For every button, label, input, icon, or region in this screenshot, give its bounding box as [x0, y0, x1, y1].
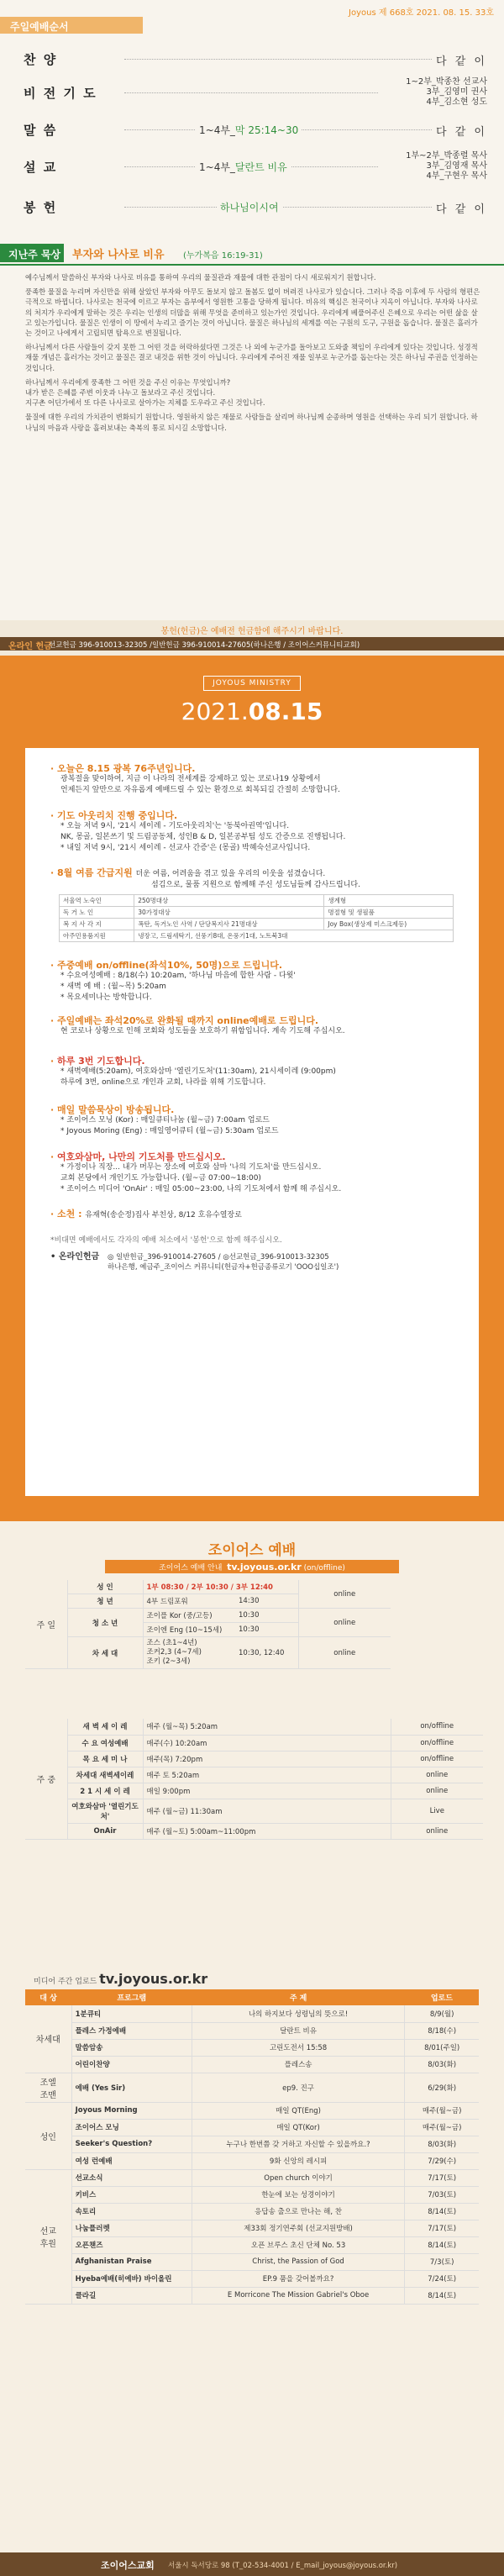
table-row — [25, 2270, 479, 2287]
worship-row-offering — [24, 197, 487, 215]
column-header: 프로그램 — [71, 1989, 192, 2005]
paragraph: 풍족한 물질을 누리며 자신만을 위해 살았던 부자와 아무도 돌보지 않고 돌봄도 없이 버려진 나사로가 있습니다. 그러나 죽음 이후에 두 사람의 형편은 극적으로 바뀝니다. 나사로는 천국에 이르고 부자는 음부에서 영원한 고통을 당하게 됩니다. 비유의 핵심은 천국이나 지옥이 아닙니다. 부자와 나사로의 처지가 우리에게 말하는 것은 우리는 인생의 더많을 위해 무엇을 준비하고 있는가인 것입니다. 우리에게 베풀어주신 은혜으로 우리는 어떤 삶을 살고 있는가입니다. 물질은 인생이 이 땅에서 누리고 즐기는 것이 아닙니다. 물질은 하나님의 세계를 여는 구원의 도구, 구원을 돕습니다. 물질은 흘러가는 것이고 나에게서 고립되면 탐욕으로 변질됩니다. — [25, 287, 480, 338]
program-topic: Open church 이야기 — [192, 2169, 404, 2186]
service-name: 청 소 년 — [67, 1609, 143, 1637]
row-label: 비 전 기 도 — [24, 86, 97, 101]
service-location: online — [298, 1580, 391, 1609]
media-table — [25, 1989, 479, 2305]
service-name: 청 년 — [67, 1594, 143, 1609]
announcement-line: NK, 몽골, 일본쓰기 및 드림공동체, 성인B & D, 일본공부팀 성도 간증으로 진행됩니다. — [60, 833, 346, 841]
announcement-line: 현 코로나 상황으로 인해 코회와 성도들을 보호하기 위함입니다. 계속 기도해 주십시오. — [60, 1027, 345, 1035]
worship-row-prayer — [24, 77, 487, 107]
upload-date: 8/18(수) — [405, 2022, 479, 2039]
support-table — [59, 894, 454, 942]
heading-text: 소천 : — [57, 1209, 86, 1220]
date-year: 2021. — [181, 698, 249, 725]
service-name: OnAir — [67, 1823, 143, 1839]
table-cell: 복 지 사 각 지 — [60, 919, 134, 930]
person-line: 1부~2부_박종렬 목사 — [406, 151, 487, 161]
row-persons — [402, 151, 487, 182]
upload-date: 7/3(토) — [405, 2253, 479, 2270]
program-name: 조이어스 모닝 — [71, 2119, 192, 2136]
program-name: 선교소식 — [71, 2169, 192, 2186]
service-location: online — [391, 1767, 483, 1783]
table-row — [25, 2136, 479, 2152]
announcement-item — [50, 867, 470, 891]
program-name: 플레스 가정예배 — [71, 2022, 192, 2039]
footer — [0, 2552, 504, 2576]
table-row — [25, 1751, 483, 1767]
service-time: 14:30 — [235, 1594, 298, 1609]
service-time: 4부 드림포워 — [143, 1594, 235, 1609]
heading-tail: 유재혁(송순정)집사 부친상, 8/12 호유수열장로 — [85, 1211, 242, 1220]
program-name: 오픈챈즈 — [71, 2236, 192, 2253]
program-topic: EP.9 품을 갖어볼까요? — [192, 2270, 404, 2287]
announcement-heading: · 8월 여름 간급지원 더운 여름, 어려움을 겪고 있을 우리의 이웃을 섬겼습니다. — [50, 867, 326, 878]
group-label: 선교 후원 — [25, 2169, 71, 2304]
announcement-line: * 조이어스 모닝 (Kor) : 매일큐티나눔 (월~금) 7:00am 업로드 — [60, 1116, 270, 1125]
program-name: Seeker's Question? — [71, 2136, 192, 2152]
worship-row-sermon — [24, 151, 487, 181]
upload-date: 6/29(화) — [405, 2073, 479, 2102]
account-line: ◎ 일반헌금_396-910014-27605 / ◎선교헌금_396-910013-32305 — [108, 1253, 329, 1262]
sermon-meditation — [0, 244, 504, 614]
table-row — [25, 2287, 479, 2304]
person-line: 3부_김영재 목사 — [426, 161, 487, 171]
meditation-tag: 지난주 묵상 — [0, 244, 64, 262]
ref-text: 달란트 비유 — [234, 161, 287, 173]
program-topic: 오픈 브루스 초신 단체 No. 53 — [192, 2236, 404, 2253]
program-topic: 나의 하지보다 성령님의 뜻으로! — [192, 2005, 404, 2022]
online-offering-accounts: 선교헌금 396-910013-32305 /일반헌금 396-910014-27605(하나은행 / 조이어스커뮤니티교회) — [49, 641, 360, 650]
paragraph: 지구촌 어딘가에서 또 다른 나사로로 살아가는 지체를 도우라고 주신 것입니다. — [25, 398, 265, 408]
announcement-line: * 조이어스 미디어 'OnAir' : 매일 05:00~23:00, 나의 기도처에서 함께 해 주십시오. — [60, 1185, 342, 1193]
table-row — [25, 2073, 479, 2102]
paragraph: 내가 받은 은혜를 주변 이웃과 나누고 돌보라고 주신 것입니다. — [25, 388, 216, 398]
paragraph: 예수님께서 말씀하신 부자와 나사로 비유를 통하여 우리의 물질관과 재물에 대한 관점이 다시 새로워지기 원합니다. — [25, 273, 376, 282]
program-name: 속토리 — [71, 2203, 192, 2220]
service-name: 차세대 새벽세이레 — [67, 1767, 143, 1783]
church-name: 조이어스교회 — [101, 2560, 155, 2571]
dotted-leader — [124, 59, 437, 60]
weekday-schedule — [25, 1719, 483, 1840]
table-cell: 명절형 및 생필품 — [324, 907, 454, 919]
group-label: 성인 — [25, 2102, 71, 2169]
person-line: 3부_김영미 권사 — [426, 87, 487, 97]
heading-text: 하루 3번 기도합니다. — [57, 1056, 145, 1067]
service-location: online — [298, 1609, 391, 1637]
announcement-heading: · 기도 아웃리치 진행 중입니다. — [50, 810, 178, 821]
announcement-item — [50, 1015, 470, 1037]
announcement-item — [50, 1209, 470, 1221]
table-row — [25, 2253, 479, 2270]
table-cell: 30가정대상 — [134, 907, 324, 919]
online-offering — [50, 1252, 462, 1272]
service-time: 조이엔 Eng (10~15세) — [143, 1623, 235, 1637]
sermon-ref — [196, 160, 291, 174]
service-location: Live — [391, 1799, 483, 1823]
upload-date: 8/03(화) — [405, 2056, 479, 2073]
table-row — [25, 2186, 479, 2203]
program-topic: 달란트 비유 — [192, 2022, 404, 2039]
offering-hymn — [217, 200, 282, 214]
row-value: 다 같 이 — [433, 123, 487, 139]
program-topic: 매일 QT(Eng) — [192, 2102, 404, 2119]
divider — [0, 264, 504, 266]
scripture-ref — [196, 123, 302, 137]
table-row — [25, 1799, 483, 1823]
date-day: 08.15 — [248, 698, 323, 725]
online-offering-label: • 온라인헌금 — [50, 1252, 100, 1262]
announcement-item — [50, 1104, 470, 1137]
church-contact: 서울시 독서당로 98 (T_02-534-4001 / E_mail_joyous@joyous.or.kr) — [168, 2562, 398, 2570]
row-label: 봉 헌 — [24, 200, 58, 215]
table-cell: 서울역 노숙인 — [60, 895, 134, 907]
program-topic: 고린도전서 15:58 — [192, 2039, 404, 2056]
column-header: 대 상 — [25, 1989, 71, 2005]
table-row — [25, 1580, 391, 1594]
paragraph: 물질에 대한 우리의 가치관이 변화되기 원합니다. 영원하지 않은 재물로 사람들을 살리며 하나님께 순종하며 영원을 선택하는 우리 되기 원합니다. 하나님의 마음과 사랑을 흘려보내는 축복의 통로 되시길 소망합니다. — [25, 413, 478, 432]
program-name: 키비스 — [71, 2186, 192, 2203]
tv-link[interactable]: tv.joyous.or.kr — [227, 1562, 302, 1572]
heading-tail: 더운 여름, 어려움을 겪고 있을 우리의 이웃을 섬겼습니다. — [135, 870, 326, 878]
offering-note: 봉헌(헌금)은 예배전 헌금함에 해주시기 바랍니다. — [160, 627, 344, 636]
announcement-line: * Joyous Moring (Eng) : 매일영어큐티 (월~금) 5:30am 업로드 — [60, 1127, 279, 1135]
program-topic: 제33회 정기연주회 (선교지원방배) — [192, 2220, 404, 2236]
announcement-line: * 새벽 예 배 : (월~목) 5:20am — [60, 982, 166, 991]
table-cell: 250명대상 — [134, 895, 324, 907]
table-row — [25, 2169, 479, 2186]
announcement-line: 교회 본당에서 개인기도 가능합니다. (월~금 07:00~18:00) — [60, 1174, 261, 1183]
table-row — [60, 930, 454, 942]
media-title-prefix: 미디어 주간 업로드 — [34, 1978, 97, 1986]
program-name: 1분큐티 — [71, 2005, 192, 2022]
announcement-item — [50, 1151, 470, 1195]
table-row — [25, 2203, 479, 2220]
service-time: 매주 (월~목) 5:20am — [143, 1719, 391, 1735]
upload-date: 매주(월~금) — [405, 2102, 479, 2119]
announcement-heading: · 오늘은 8.15 광복 76주년입니다. — [50, 763, 196, 774]
table-row — [25, 1823, 483, 1839]
worship-order-title: 주일예배순서 — [0, 17, 143, 34]
announcement-heading: · 여호와삼마, 나만의 기도처를 만드십시오. — [50, 1151, 226, 1162]
announcement-line: * 새벽예배(5:20am), 여호와삼마 '열린기도처'(11:30am), 21시세이레 (9:00pm) — [60, 1067, 336, 1076]
upload-date: 8/01(주일) — [405, 2039, 479, 2056]
service-location: online — [391, 1823, 483, 1839]
table-row — [25, 2102, 479, 2119]
announcement-item — [50, 763, 470, 796]
service-location: on/offline — [391, 1735, 483, 1751]
program-name: Hyeba예배(히예바) 바이올린 — [71, 2270, 192, 2287]
table-cell: 냉장고, 드림세탁기, 선풍기8대, 온풍기1대, 노트북3대 — [134, 930, 454, 942]
heading-text: 매일 말씀묵상이 방송됩니다. — [57, 1104, 175, 1115]
program-name: 어린이찬양 — [71, 2056, 192, 2073]
sermon-header — [0, 244, 504, 264]
program-name: 클라길 — [71, 2287, 192, 2304]
table-row — [25, 2220, 479, 2236]
table-row — [25, 2005, 479, 2022]
program-name: Afghanistan Praise — [71, 2253, 192, 2270]
service-location: on/offline — [391, 1719, 483, 1735]
service-time: 매일 9:00pm — [143, 1783, 391, 1799]
upload-date: 매주(월~금) — [405, 2119, 479, 2136]
announcement-line: 하루에 3번, online으로 개인과 교회, 나라를 위해 기도합니다. — [60, 1078, 266, 1087]
upload-date: 8/03(화) — [405, 2136, 479, 2152]
hymn-text: 하나님이시여 — [220, 202, 279, 213]
row-label: 설 교 — [24, 160, 58, 175]
announcement-item — [50, 1056, 470, 1088]
worship-row-scripture — [24, 119, 487, 138]
sub-suffix: (on/offline) — [303, 1564, 345, 1572]
announcement-item — [50, 960, 470, 1004]
person-line: 4부_김소현 성도 — [426, 97, 487, 107]
program-topic: 플레스송 — [192, 2056, 404, 2073]
table-row — [25, 2039, 479, 2056]
table-row — [60, 895, 454, 907]
account-line: 하나은행, 예금주_조이어스 커뮤니티(헌금자+헌금종류로기 'OOO십일조') — [108, 1263, 339, 1272]
group-label: 조엘 조맨 — [25, 2073, 71, 2102]
program-topic: 매일 QT(Kor) — [192, 2119, 404, 2136]
media-link[interactable]: tv.joyous.or.kr — [99, 1971, 208, 1987]
column-header: 주 제 — [192, 1989, 404, 2005]
table-row — [25, 2119, 479, 2136]
service-name: 성 인 — [67, 1580, 143, 1594]
ref-prefix: 1~4부_ — [199, 124, 235, 136]
service-time: 매주(수) 10:20am — [143, 1735, 391, 1751]
service-name: 수 요 여성예배 — [67, 1735, 143, 1751]
table-cell: 독 거 노 인 — [60, 907, 134, 919]
heading-text: 기도 아웃리치 진행 중입니다. — [57, 810, 178, 821]
table-row — [25, 2056, 479, 2073]
service-time: 10:30, 12:40 — [235, 1637, 298, 1669]
service-name: 목 요 세 미 나 — [67, 1751, 143, 1767]
table-row — [25, 1609, 391, 1623]
ministry-date — [0, 698, 504, 725]
upload-date: 8/14(토) — [405, 2287, 479, 2304]
service-time: 매주 토 5:20am — [143, 1767, 391, 1783]
column-header: 업로드 — [405, 1989, 479, 2005]
table-cell: 폭탄, 독거노인 사역 / 단당복지사 21명대상 — [134, 919, 324, 930]
sub-prefix: 조이어스 예배 안내 — [159, 1564, 223, 1572]
media-title — [34, 1971, 207, 1987]
issue-line: Joyous 제 668호 2021. 08. 15. 33호 — [349, 8, 494, 18]
program-name: 나눔플러렛 — [71, 2220, 192, 2236]
service-location: online — [298, 1637, 391, 1669]
table-row — [25, 1767, 483, 1783]
worship-section — [0, 0, 504, 656]
offering-note: *비대면 예배에서도 각자의 예배 처소에서 '봉헌'으로 함께 해주십시오. — [50, 1236, 282, 1245]
announcement-line: 언제든지 앞만으로 자유롭게 예배드릴 수 있는 환경으로 회복되길 간절히 소망합니다. — [60, 786, 340, 794]
program-topic: 응답송 출으로 만나는 해, 찬 — [192, 2203, 404, 2220]
online-offering-bar — [0, 637, 504, 651]
upload-date: 7/17(토) — [405, 2169, 479, 2186]
service-time: 조스 (초1~4년) 조커2,3 (4~7세) 조키 (2~3세) — [143, 1637, 235, 1669]
program-topic: 누구나 한번쯤 갖 거하고 자신할 수 있을까요.? — [192, 2136, 404, 2152]
announcement-heading: · 소천 : 유재혁(송순정)집사 부친상, 8/12 호유수열장로 — [50, 1209, 242, 1220]
worship-row-praise — [24, 49, 487, 67]
program-topic: 9화 신앙의 레시피 — [192, 2152, 404, 2169]
table-row — [60, 919, 454, 930]
table-row — [25, 1735, 483, 1751]
announcement-heading: · 주일예배는 좌석20%로 완화될 때까지 online예배로 드립니다. — [50, 1015, 319, 1026]
meditation-title: 부자와 나사로 비유 — [72, 249, 165, 261]
table-row — [25, 2236, 479, 2253]
schedule-subtitle — [105, 1560, 399, 1573]
ref-prefix: 1~4부_ — [199, 161, 235, 173]
dotted-leader — [124, 92, 378, 93]
service-name: 여호와삼마 '열린기도처' — [67, 1799, 143, 1823]
program-name: 말씀암송 — [71, 2039, 192, 2056]
upload-date: 8/9(월) — [405, 2005, 479, 2022]
schedule-section — [0, 1521, 504, 1954]
schedule-title: 조이어스 예배 — [207, 1542, 297, 1559]
heading-text: 8월 여름 간급지원 — [57, 867, 136, 878]
sunday-schedule — [25, 1580, 391, 1669]
service-time: 10:30 — [235, 1623, 298, 1637]
table-cell: 생계형 — [324, 895, 454, 907]
upload-date: 7/17(토) — [405, 2220, 479, 2236]
announcement-line: 광복절을 맞이하여, 지금 이 나라의 전세계를 강제하고 있는 코로나19 상황에서 — [60, 775, 321, 783]
paragraph: 하나님께서 우리에게 풍족한 그 어떤 것을 주신 이유는 무엇입니까? — [25, 377, 231, 387]
upload-date: 8/14(토) — [405, 2203, 479, 2220]
table-cell: Joy Box(생상제 미스크제등) — [324, 919, 454, 930]
announcement-line: * 가정이나 직장... 내가 머무는 장소에 여호와 삼마 '나의 기도처'를 만드십시오. — [60, 1163, 322, 1172]
row-value: 다 같 이 — [433, 52, 487, 68]
announcement-line: * 목요세미나는 방학합니다. — [60, 993, 152, 1002]
service-time: 매주 (월~토) 5:00am~11:00pm — [143, 1823, 391, 1839]
ministry-tag: JOYOUS MINISTRY — [203, 676, 301, 691]
table-row — [60, 907, 454, 919]
media-section — [0, 1954, 504, 2559]
table-header-row — [25, 1989, 479, 2005]
service-name: 차 세 대 — [67, 1637, 143, 1669]
program-name: 여성 런예배 — [71, 2152, 192, 2169]
table-row — [25, 2022, 479, 2039]
service-time: 매주 (월~금) 11:30am — [143, 1799, 391, 1823]
table-row — [25, 2152, 479, 2169]
service-name: 2 1 시 세 이 레 — [67, 1783, 143, 1799]
offering-info — [0, 620, 504, 656]
service-location: on/offline — [391, 1751, 483, 1767]
table-cell: 아주민용품지원 — [60, 930, 134, 942]
program-name: Joyous Morning — [71, 2102, 192, 2119]
person-line: 4부_구현우 목사 — [426, 171, 487, 181]
service-name: 새 벽 세 이 레 — [67, 1719, 143, 1735]
announcement-heading: · 매일 말씀묵상이 방송됩니다. — [50, 1104, 175, 1115]
program-name: 예배 (Yes Sir) — [71, 2073, 192, 2102]
heading-text: 주일예배는 좌석20%로 완화될 때까지 online예배로 드립니다. — [57, 1015, 319, 1026]
announcement-line: * 오늘 저녁 9시, '21시 세이레 - 기도아웃리치'는 '동북아권역'입니다. — [60, 822, 290, 830]
announcement-item — [50, 810, 470, 854]
heading-text: 오늘은 8.15 광복 76주년입니다. — [57, 763, 196, 774]
group-label: 주 중 — [25, 1719, 67, 1839]
row-value: 다 같 이 — [433, 200, 487, 216]
service-time: 1부 08:30 / 2부 10:30 / 3부 12:40 — [143, 1580, 298, 1594]
heading-text: 주중예배 on/offline(좌석10%, 50명)으로 드립니다. — [57, 960, 282, 971]
program-topic: Christ, the Passion of God — [192, 2253, 404, 2270]
announcement-line: * 수요여성예배 : 8/18(수) 10:20am, '하나님 마음에 합한 사람 - 다윗' — [60, 972, 296, 980]
ref-text: 막 25:14~30 — [234, 124, 299, 136]
announcement-line: * 내일 저녁 9시, '21시 세이레 - 선교사 간증'은 (몽골) 박혜숙선교사입니다. — [60, 844, 311, 852]
ministry-section — [0, 656, 504, 1521]
service-location: online — [391, 1783, 483, 1799]
group-label: 차세대 — [25, 2005, 71, 2073]
announcement-heading: · 하루 3번 기도합니다. — [50, 1056, 145, 1067]
row-persons — [402, 77, 487, 108]
person-line: 1~2부_박종찬 선교사 — [406, 77, 487, 87]
upload-date: 8/14(토) — [405, 2236, 479, 2253]
upload-date: 7/24(토) — [405, 2270, 479, 2287]
group-label: 주 일 — [25, 1580, 67, 1669]
table-row — [25, 1783, 483, 1799]
program-topic: ep9. 진구 — [192, 2073, 404, 2102]
announcements-card — [25, 748, 479, 1496]
row-label: 찬 양 — [24, 52, 58, 67]
announcement-line: 섬김으로, 물품 지원으로 함께해 주신 성도님들께 감사드립니다. — [151, 881, 360, 889]
paragraph: 하나님께서 다른 사람들이 갖지 못한 그 어떤 것을 허락하셨다면 그것은 나 외에 누군가를 돌아보고 도와줄 책임이 우리에게 있다는 것입니다. 성경적 재물 개념은 흘러가는 것이고 물질은 결코 내것을 위한 것이 아닙니다. 우리에게 주어진 재물 일부로 누군가를 돕는다는 것은 하나님 주권을 인정하는 것입니다. — [25, 343, 478, 372]
program-topic: E Morricone The Mission Gabriel's Oboe — [192, 2287, 404, 2304]
row-label: 말 씀 — [24, 123, 58, 138]
online-offering-label: 온라인 헌금 — [8, 642, 52, 651]
heading-text: 여호와삼마, 나만의 기도처를 만드십시오. — [57, 1151, 226, 1162]
upload-date: 7/29(수) — [405, 2152, 479, 2169]
table-row — [25, 1719, 483, 1735]
program-topic: 한눈에 보는 성경이야기 — [192, 2186, 404, 2203]
upload-date: 7/03(토) — [405, 2186, 479, 2203]
table-row — [25, 1637, 391, 1669]
service-time: 매주(목) 7:20pm — [143, 1751, 391, 1767]
service-time: 조이플 Kor (중/고등) — [143, 1609, 235, 1623]
meditation-verse: (누가복음 16:19-31) — [183, 251, 263, 261]
service-time: 10:30 — [235, 1609, 298, 1623]
meditation-body — [25, 272, 483, 437]
announcement-heading: · 주중예배 on/offline(좌석10%, 50명)으로 드립니다. — [50, 960, 282, 971]
